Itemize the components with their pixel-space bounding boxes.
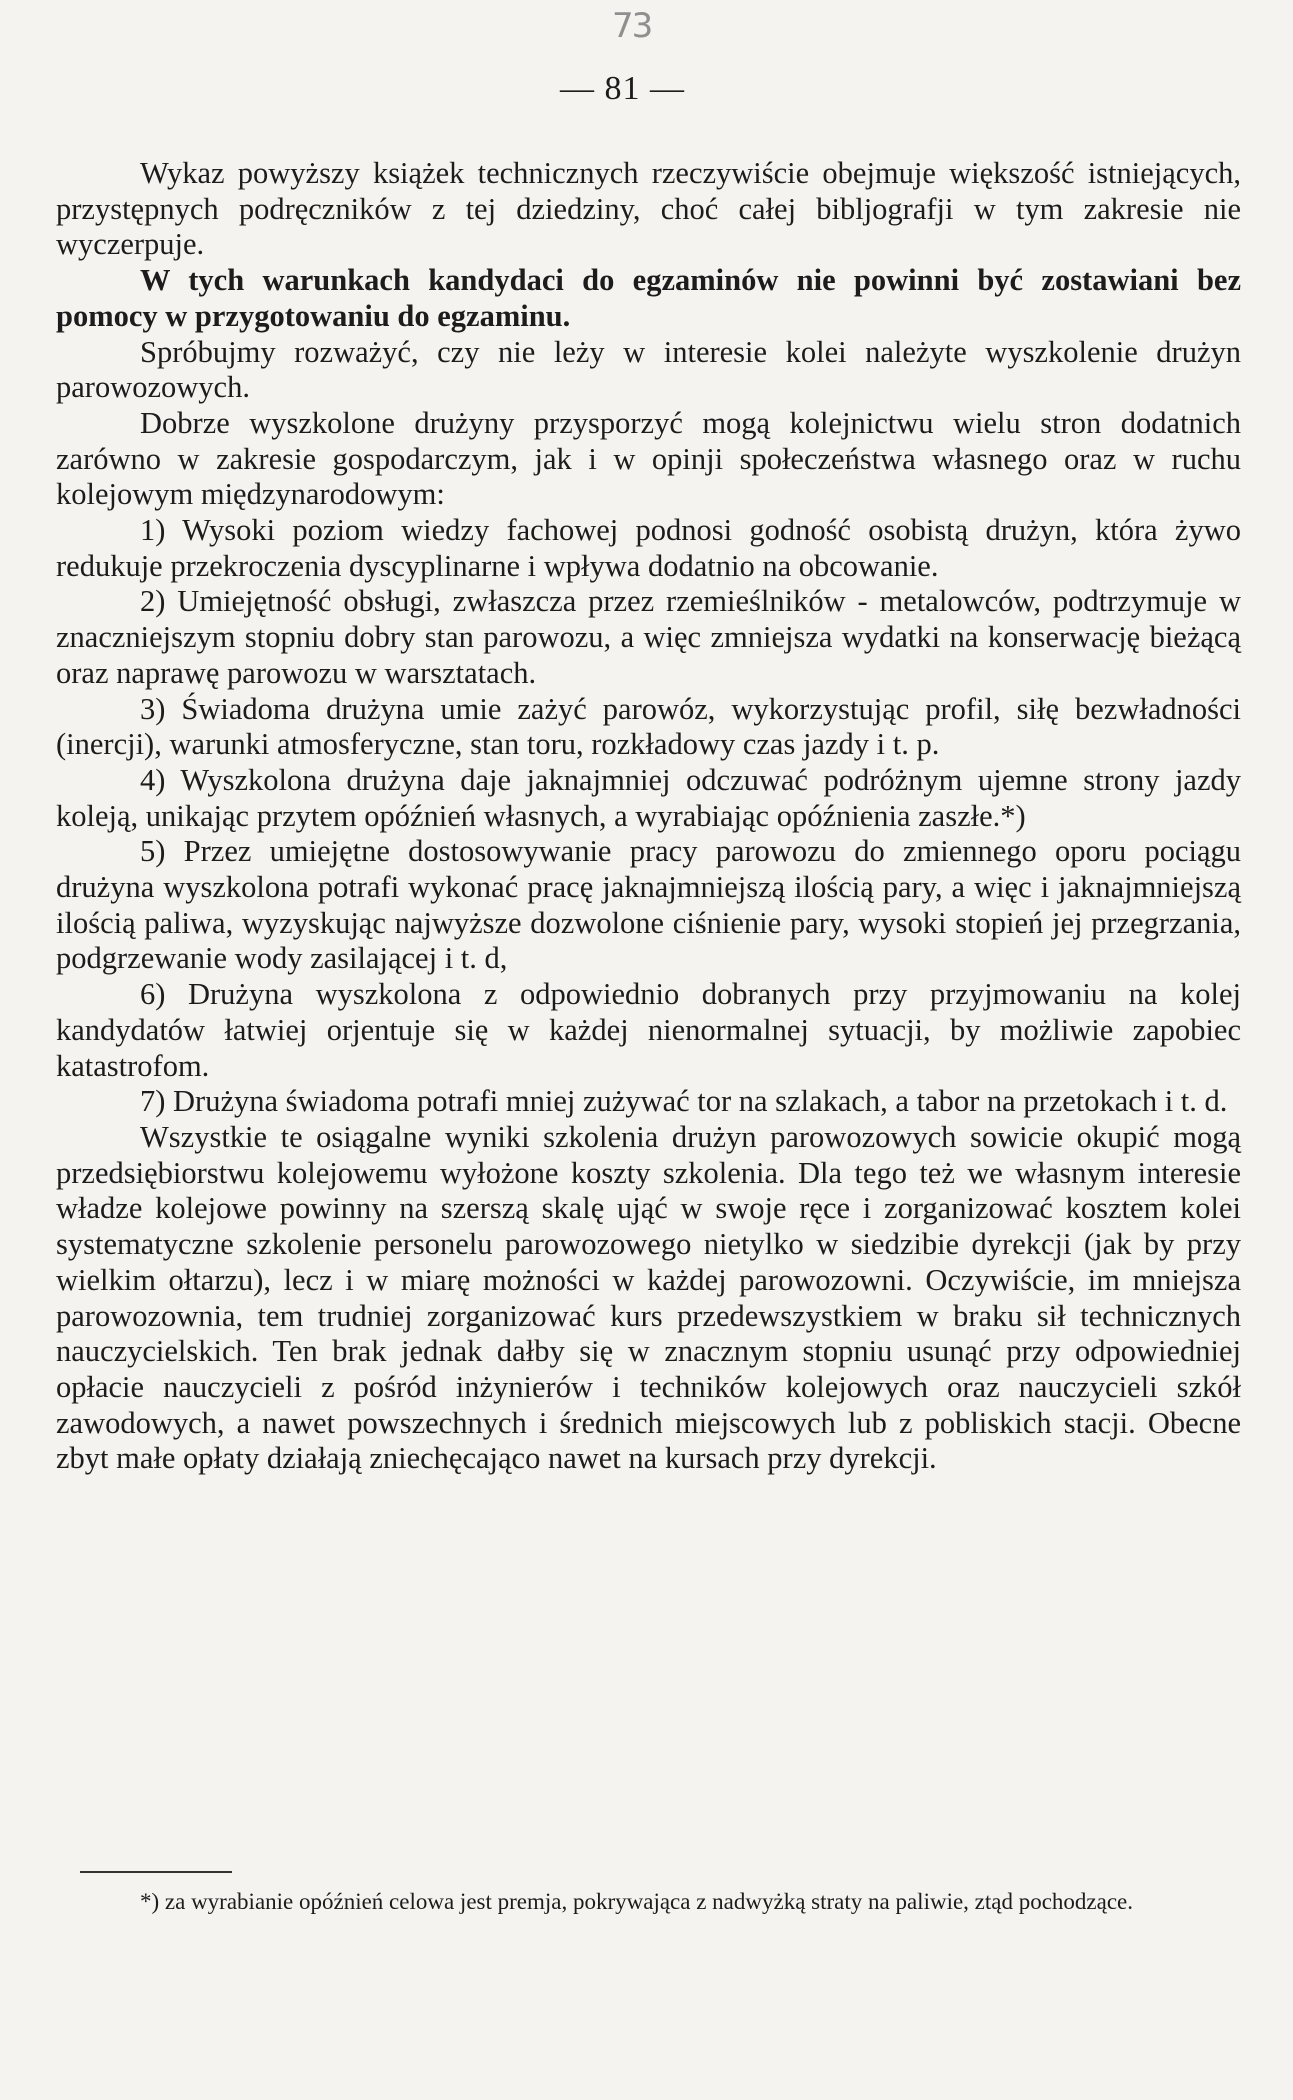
paragraph-intro: Wykaz powyższy książek technicznych rzeczywiście obejmuje większość istniejących, przystępnych podręczników z tej dziedziny, choć całej bibljografji w tym zakresie nie wyczerpuje. — [56, 156, 1241, 262]
pencil-annotation: 73 — [612, 6, 652, 46]
list-item-3: 3) Świadoma drużyna umie zażyć parowóz, wykorzystując profil, siłę bezwładności (inercji), warunki atmosferyczne, stan toru, rozkładowy czas jazdy i t. p. — [56, 691, 1241, 762]
list-item-2: 2) Umiejętność obsługi, zwłaszcza przez rzemieślników - metalowców, podtrzymuje w znaczniejszym stopniu dobry stan parowozu, a więc zmniejsza wydatki na konserwację bieżącą oraz naprawę parowozu w warsztatach. — [56, 584, 1241, 690]
footnote-divider — [80, 1871, 232, 1873]
list-item-6: 6) Drużyna wyszkolona z odpowiednio dobranych przy przyjmowaniu na kolej kandydatów łatwiej orjentuje się w każdej nienormalnej sytuacji, by możliwie zapobiec katastrofom. — [56, 977, 1241, 1083]
list-item-7: 7) Drużyna świadoma potrafi mniej zużywać tor na szlakach, a tabor na przetokach i t. d. — [140, 1084, 1228, 1119]
paragraph-question: Spróbujmy rozważyć, czy nie leży w interesie kolei należyte wyszkolenie drużyn parowozowych. — [56, 334, 1241, 405]
body-text — [56, 156, 1241, 1477]
list-item-4: 4) Wyszkolona drużyna daje jaknajmniej odczuwać podróżnym ujemne strony jazdy koleją, unikając przytem opóźnień własnych, a wyrabiając opóźnienia zaszłe.*) — [56, 762, 1241, 833]
list-item-1: 1) Wysoki poziom wiedzy fachowej podnosi godność osobistą drużyn, która żywo redukuje przekroczenia dyscyplinarne i wpływa dodatnio na obcowanie. — [56, 513, 1241, 583]
footnote: *) za wyrabianie opóźnień celowa jest premja, pokrywająca z nadwyżką straty na paliwie, ztąd pochodzące. — [140, 1889, 1134, 1914]
paragraph-emphasis: W tych warunkach kandydaci do egzaminów nie powinni być zostawiani bez pomocy w przygotowaniu do egzaminu. — [56, 263, 1241, 333]
paragraph-conclusion: Wszystkie te osiągalne wyniki szkolenia drużyn parowozowych sowicie okupić mogą przedsiębiorstwu kolejowemu wyłożone koszty szkolenia. Dla tego też we własnym interesie władze kolejowe powinny na szerszą skalę ująć w swoje ręce i zorganizować kosztem kolei systematyczne szkolenie personelu parowozowego nietylko w siedzibie dyrekcji (jak by przy wielkim ołtarzu), lecz i w miarę możności w każdej parowozowni. Oczywiście, im mniejsza parowozownia, tem trudniej zorganizować kurs przedewszystkiem w braku sił technicznych nauczycielskich. Ten brak jednak dałby się w znacznym stopniu usunąć przy odpowiedniej opłacie nauczycieli z pośród inżynierów i techników kolejowych oraz nauczycieli szkół zawodowych, a nawet powszechnych i średnich miejscowych lub z pobliskich stacji. Obecne zbyt małe opłaty działają zniechęcająco nawet na kursach przy dyrekcji. — [56, 1119, 1241, 1476]
list-item-5: 5) Przez umiejętne dostosowywanie pracy parowozu do zmiennego oporu pociągu drużyna wyszkolona potrafi wykonać pracę jaknajmniejszą ilością pary, a więc i jaknajmniejszą ilością paliwa, wyzyskując najwyższe dozwolone ciśnienie pary, wysoki stopień jej przegrzania, podgrzewanie wody zasilającej i t. d, — [56, 834, 1241, 976]
paragraph-benefits: Dobrze wyszkolone drużyny przysporzyć mogą kolejnictwu wielu stron dodatnich zarówno w zakresie gospodarczym, jak i w opinji społeczeństwa własnego oraz w ruchu kolejowym międzynarodowym: — [56, 405, 1241, 512]
page-number: — 81 — — [560, 70, 685, 107]
